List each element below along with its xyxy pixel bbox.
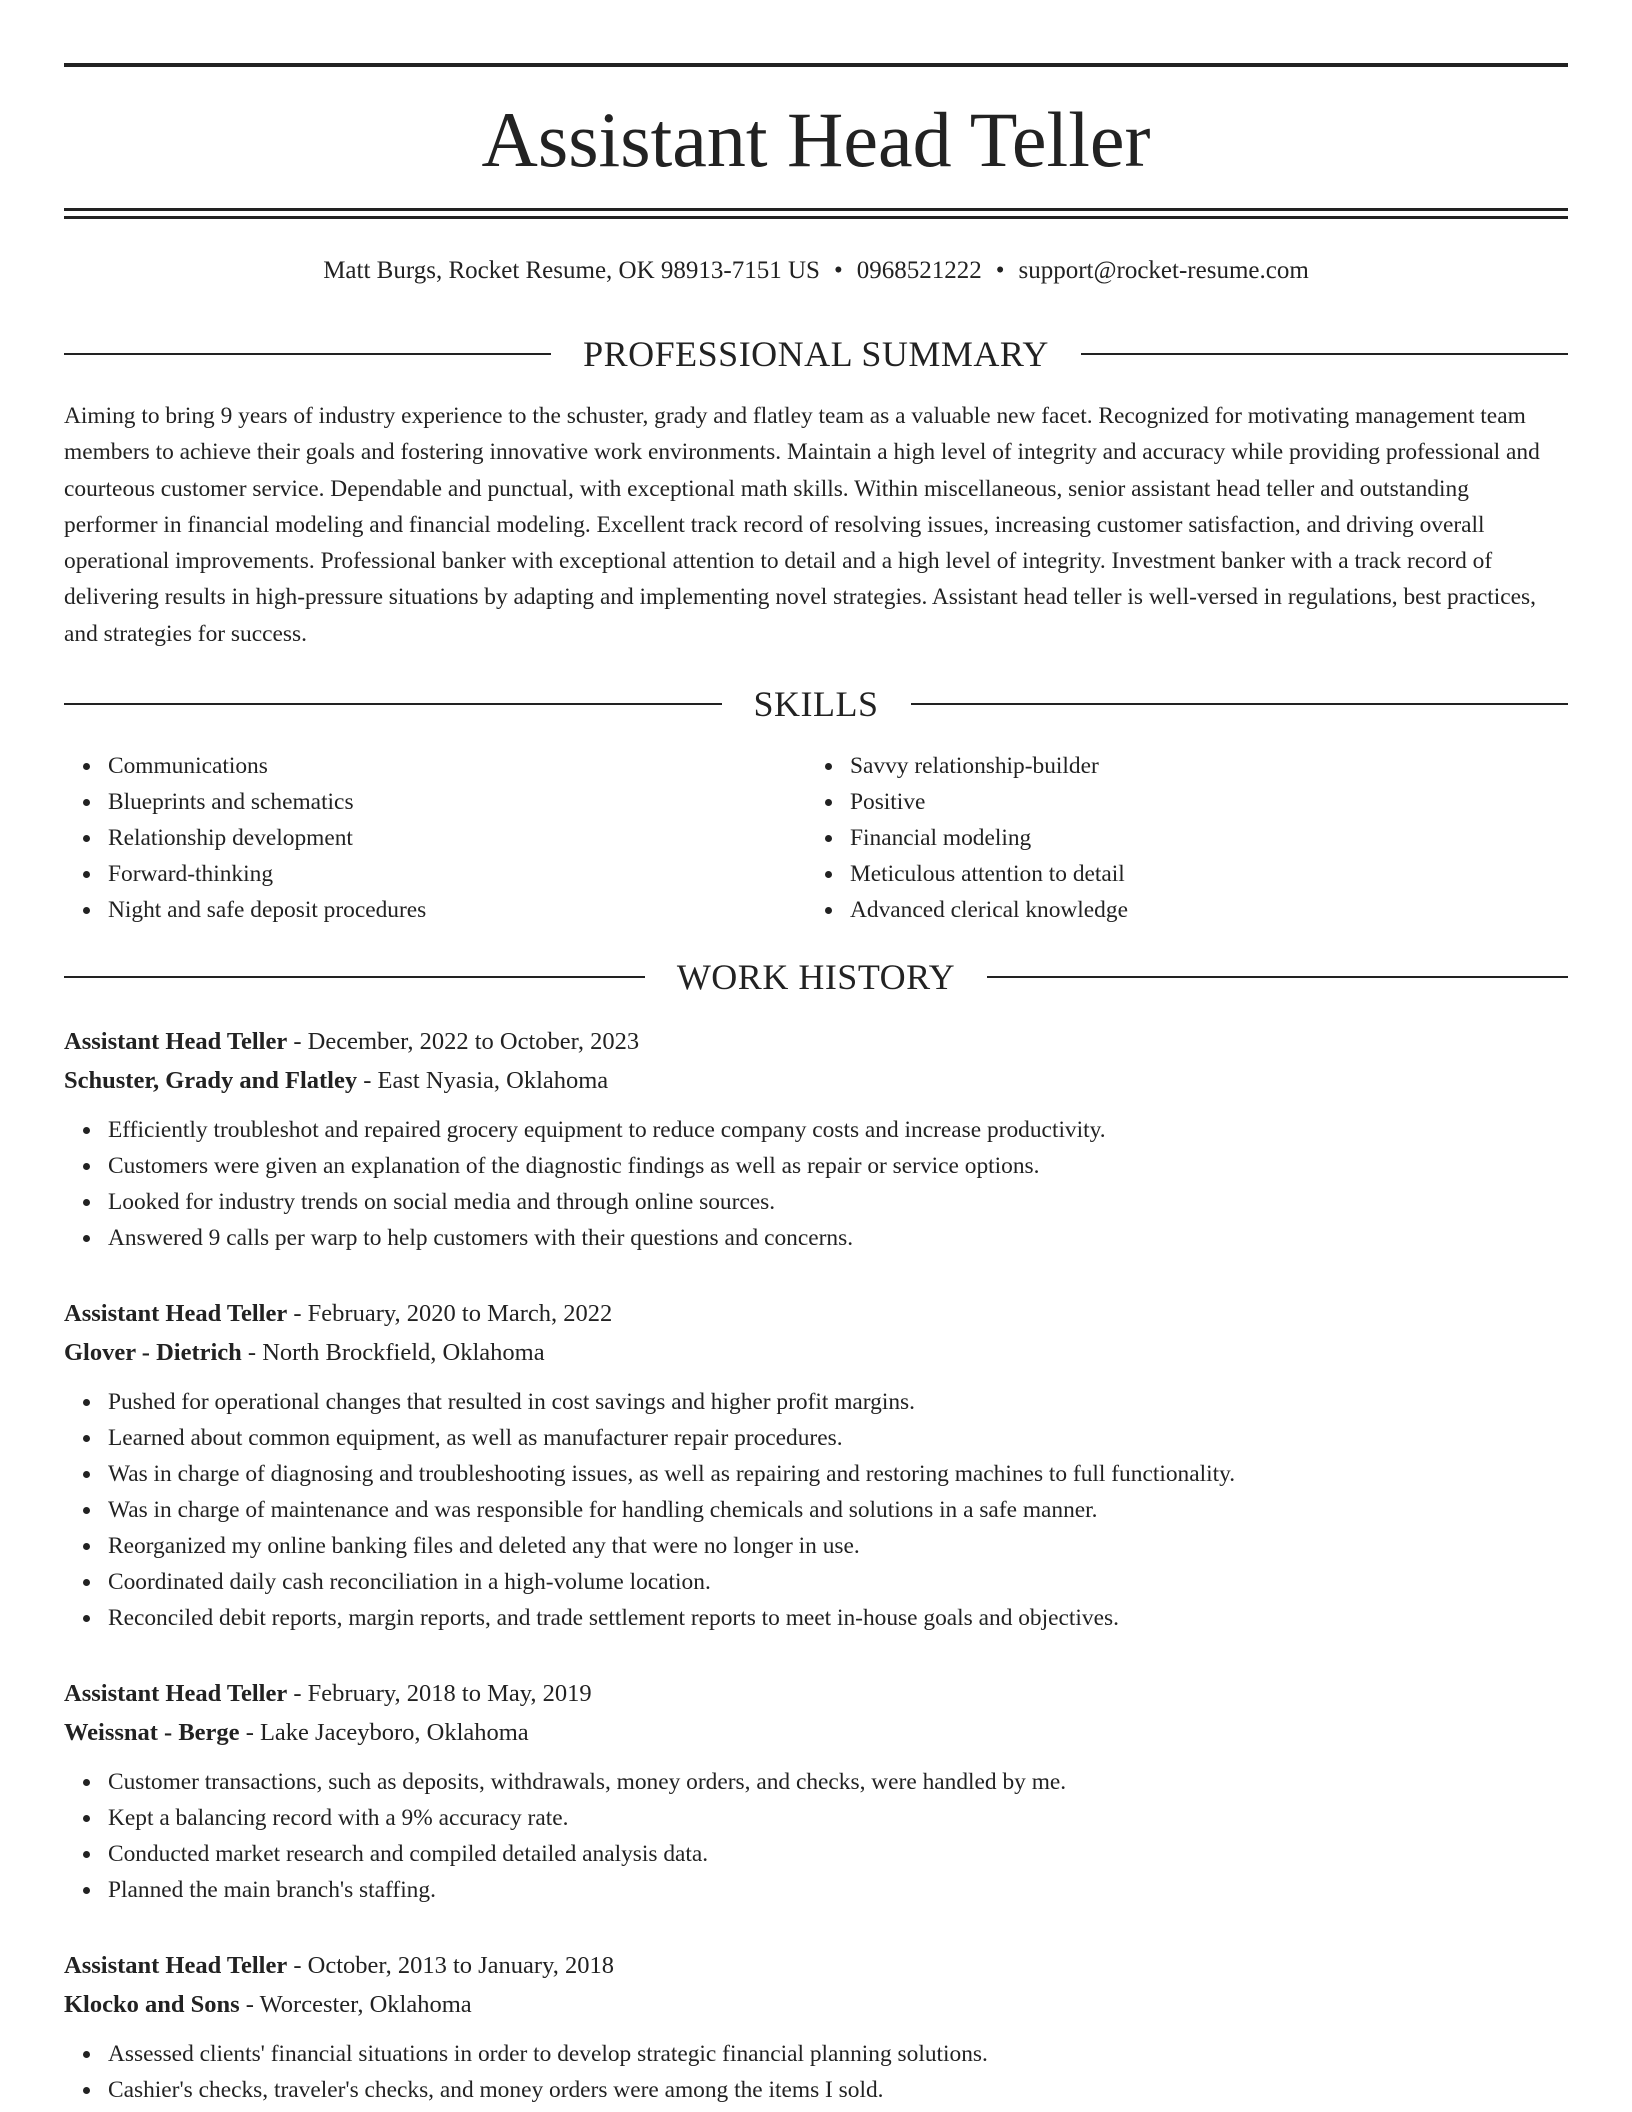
job-title: Assistant Head Teller xyxy=(64,1300,288,1327)
job-title-line xyxy=(64,1674,1568,1713)
job-location: - North Brockfield, Oklahoma xyxy=(241,1339,545,1366)
title-rule-lower xyxy=(64,216,1568,219)
work-heading xyxy=(64,955,1568,999)
job-title: Assistant Head Teller xyxy=(64,1680,288,1707)
work-heading-label: WORK HISTORY xyxy=(676,957,956,997)
job-bullet: Learned about common equipment, as well as manufacturer repair procedures. xyxy=(108,1420,1568,1456)
job-bullets xyxy=(64,1384,1568,1636)
skill-item: Blueprints and schematics xyxy=(108,784,806,820)
skill-item: Forward-thinking xyxy=(108,856,806,892)
job-company: Schuster, Grady and Flatley xyxy=(64,1067,358,1094)
skill-item: Advanced clerical knowledge xyxy=(850,892,1548,928)
skills-column-left xyxy=(64,748,806,928)
job-bullet: Answered 9 calls per warp to help customers with their questions and concerns. xyxy=(108,1220,1568,1256)
heading-rule-left xyxy=(64,703,722,705)
contact-address: Matt Burgs, Rocket Resume, OK 98913-7151 US xyxy=(323,257,820,284)
job-entry xyxy=(64,1294,1568,1636)
job-dates: - February, 2018 to May, 2019 xyxy=(287,1680,592,1707)
skill-item: Savvy relationship-builder xyxy=(850,748,1548,784)
job-company: Glover - Dietrich xyxy=(64,1339,242,1366)
job-bullet: Looked for industry trends on social media and through online sources. xyxy=(108,1184,1568,1220)
skills-heading-label: SKILLS xyxy=(753,684,879,724)
heading-rule-right xyxy=(911,703,1569,705)
job-bullet: Coordinated daily cash reconciliation in a high-volume location. xyxy=(108,1564,1568,1600)
job-bullet: Efficiently troubleshot and repaired grocery equipment to reduce company costs and increase productivity. xyxy=(108,1112,1568,1148)
contact-phone: 0968521222 xyxy=(856,257,982,284)
job-bullet: Was in charge of maintenance and was responsible for handling chemicals and solutions in a safe manner. xyxy=(108,1492,1568,1528)
job-title-line xyxy=(64,1294,1568,1333)
skill-item: Communications xyxy=(108,748,806,784)
job-bullets xyxy=(64,1764,1568,1908)
job-company-line xyxy=(64,1061,1568,1100)
contact-email: support@rocket-resume.com xyxy=(1018,257,1309,284)
job-entry xyxy=(64,1022,1568,1256)
heading-rule-right xyxy=(1081,353,1568,355)
job-company: Weissnat - Berge xyxy=(64,1719,240,1746)
job-bullet: Pushed for operational changes that resulted in cost savings and higher profit margins. xyxy=(108,1384,1568,1420)
skills-list xyxy=(64,748,1568,928)
job-location: - East Nyasia, Oklahoma xyxy=(357,1067,609,1094)
heading-rule-right xyxy=(987,976,1568,978)
job-location: - Lake Jaceyboro, Oklahoma xyxy=(239,1719,529,1746)
job-entry xyxy=(64,1674,1568,1908)
job-bullet: Reorganized my online banking files and deleted any that were no longer in use. xyxy=(108,1528,1568,1564)
skills-column-right xyxy=(806,748,1548,928)
job-bullet: Assessed clients' financial situations in order to develop strategic financial planning solutions. xyxy=(108,2036,1568,2072)
skill-item: Meticulous attention to detail xyxy=(850,856,1548,892)
skill-item: Night and safe deposit procedures xyxy=(108,892,806,928)
skill-item: Positive xyxy=(850,784,1548,820)
job-bullet: Customers were given an explanation of the diagnostic findings as well as repair or service options. xyxy=(108,1148,1568,1184)
heading-rule-left xyxy=(64,976,645,978)
job-company-line xyxy=(64,1333,1568,1372)
job-bullets xyxy=(64,2036,1568,2108)
heading-rule-left xyxy=(64,353,551,355)
job-bullet: Customer transactions, such as deposits, withdrawals, money orders, and checks, were handled by me. xyxy=(108,1764,1568,1800)
job-bullet: Was in charge of diagnosing and troubleshooting issues, as well as repairing and restoring machines to full functionality. xyxy=(108,1456,1568,1492)
summary-heading-label: PROFESSIONAL SUMMARY xyxy=(583,334,1049,374)
job-dates: - February, 2020 to March, 2022 xyxy=(287,1300,613,1327)
job-bullet: Conducted market research and compiled detailed analysis data. xyxy=(108,1836,1568,1872)
skills-heading xyxy=(64,682,1568,726)
job-title-line xyxy=(64,1022,1568,1061)
job-entry xyxy=(64,1946,1568,2108)
title-rule-upper xyxy=(64,208,1568,211)
top-rule xyxy=(64,63,1568,67)
job-location: - Worcester, Oklahoma xyxy=(239,1991,472,2018)
job-bullets xyxy=(64,1112,1568,1256)
summary-heading xyxy=(64,332,1568,376)
summary-text: Aiming to bring 9 years of industry experience to the schuster, grady and flatley team as a valuable new facet. Recognized for motivating management team members to achieve their goals and fostering innovative work environments. Maintain a high level of integrity and accuracy while providing professional and courteous customer service. Dependable and punctual, with exceptional math skills. Within miscellaneous, senior assistant head teller and outstanding performer in financial modeling and financial modeling. Excellent track record of resolving issues, increasing customer satisfaction, and driving overall operational improvements. Professional banker with exceptional attention to detail and a high level of integrity. Investment banker with a track record of delivering results in high-pressure situations by adapting and implementing novel strategies. Assistant head teller is well-versed in regulations, best practices, and strategies for success. xyxy=(64,403,1540,647)
job-bullet: Cashier's checks, traveler's checks, and money orders were among the items I sold. xyxy=(108,2072,1568,2108)
contact-separator: • xyxy=(995,257,1005,284)
skill-item: Relationship development xyxy=(108,820,806,856)
job-title: Assistant Head Teller xyxy=(64,1952,288,1979)
job-company-line xyxy=(64,1713,1568,1752)
resume-title: Assistant Head Teller xyxy=(481,96,1151,183)
job-title-line xyxy=(64,1946,1568,1985)
job-bullet: Planned the main branch's staffing. xyxy=(108,1872,1568,1908)
job-dates: - December, 2022 to October, 2023 xyxy=(287,1028,640,1055)
contact-line xyxy=(64,254,1568,288)
contact-separator: • xyxy=(833,257,843,284)
job-company: Klocko and Sons xyxy=(64,1991,240,2018)
job-title: Assistant Head Teller xyxy=(64,1028,288,1055)
job-bullet: Reconciled debit reports, margin reports, and trade settlement reports to meet in-house goals and objectives. xyxy=(108,1600,1568,1636)
job-bullet: Kept a balancing record with a 9% accuracy rate. xyxy=(108,1800,1568,1836)
job-company-line xyxy=(64,1985,1568,2024)
skill-item: Financial modeling xyxy=(850,820,1548,856)
job-dates: - October, 2013 to January, 2018 xyxy=(287,1952,614,1979)
